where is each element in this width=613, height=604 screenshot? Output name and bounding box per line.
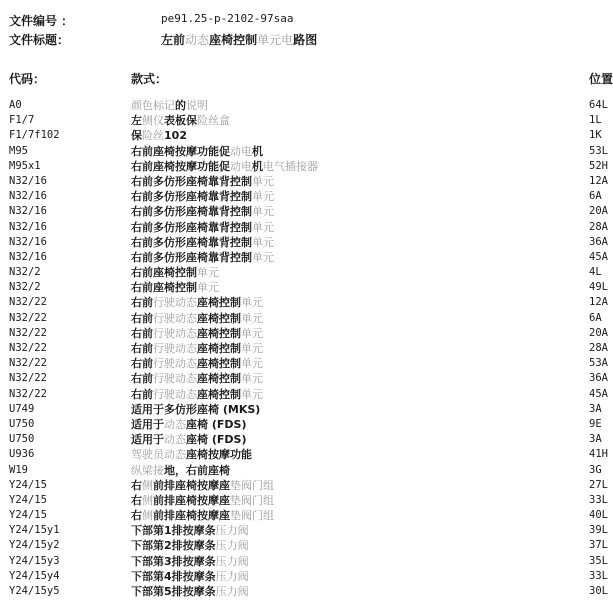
description-cell: 右前多仿形座椅靠背控制单元 <box>131 205 274 219</box>
position-cell: 36A <box>589 235 608 248</box>
column-header-desc: 款式： <box>131 72 168 86</box>
position-cell: 27L <box>589 478 608 491</box>
doc-title-value: 左前动态座椅控制单元电路图 <box>161 33 318 47</box>
position-cell: 53A <box>589 357 608 370</box>
description-cell: 右前多仿形座椅靠背控制单元 <box>131 220 274 234</box>
code-cell: N32/22 <box>9 372 47 385</box>
description-cell: 适用于多仿形座椅 (MKS) <box>131 402 261 416</box>
code-cell: Y24/15y3 <box>9 554 60 567</box>
position-cell: 28A <box>589 220 608 233</box>
description-cell: 右前座椅控制单元 <box>131 281 219 295</box>
description-cell: 驾驶员动态座椅按摩功能 <box>131 448 252 462</box>
code-cell: N32/16 <box>9 174 47 187</box>
position-cell: 39L <box>589 524 608 537</box>
position-cell: 49L <box>589 281 608 294</box>
column-header-pos: 位置 <box>589 72 613 86</box>
position-cell: 1L <box>589 114 602 127</box>
list-item <box>0 402 607 417</box>
list-item <box>0 478 607 493</box>
list-item <box>0 463 607 478</box>
list-item <box>0 220 607 235</box>
code-cell: M95 <box>9 144 28 157</box>
list-item <box>0 447 607 462</box>
position-cell: 12A <box>589 174 608 187</box>
code-cell: Y24/15y4 <box>9 569 60 582</box>
code-cell: Y24/15y1 <box>9 524 60 537</box>
position-cell: 3A <box>589 402 602 415</box>
code-cell: N32/16 <box>9 205 47 218</box>
position-cell: 6A <box>589 311 602 324</box>
description-cell: 纵梁接地，右前座椅 <box>131 463 230 477</box>
list-item <box>0 356 607 371</box>
code-cell: W19 <box>9 463 28 476</box>
position-cell: 37L <box>589 539 608 552</box>
list-item <box>0 144 607 159</box>
description-cell: 下部第2排按摩条压力阀 <box>131 539 249 553</box>
code-cell: Y24/15y2 <box>9 539 60 552</box>
description-cell: 右前行驶动态座椅控制单元 <box>131 372 263 386</box>
position-cell: 12A <box>589 296 608 309</box>
list-item <box>0 523 607 538</box>
list-item <box>0 371 607 386</box>
list-item <box>0 538 607 553</box>
list-item <box>0 159 607 174</box>
code-cell: N32/22 <box>9 311 47 324</box>
list-item <box>0 265 607 280</box>
position-cell: 20A <box>589 326 608 339</box>
position-cell: 35L <box>589 554 608 567</box>
position-cell: 33L <box>589 493 608 506</box>
description-cell: 右前行驶动态座椅控制单元 <box>131 387 263 401</box>
code-cell: N32/22 <box>9 296 47 309</box>
list-item <box>0 189 607 204</box>
position-cell: 20A <box>589 205 608 218</box>
description-cell: 右侧前排座椅按摩座垫阀门组 <box>131 509 274 523</box>
list-item <box>0 508 607 523</box>
description-cell: 右前多仿形座椅靠背控制单元 <box>131 250 274 264</box>
code-cell: Y24/15y5 <box>9 585 60 597</box>
description-cell: 右前多仿形座椅靠背控制单元 <box>131 190 274 204</box>
list-item <box>0 174 607 189</box>
code-cell: N32/16 <box>9 235 47 248</box>
list-item <box>0 569 607 584</box>
description-cell: 下部第1排按摩条压力阀 <box>131 524 249 538</box>
list-item <box>0 341 607 356</box>
list-item <box>0 204 607 219</box>
list-item <box>0 326 607 341</box>
list-item <box>0 128 607 143</box>
code-cell: N32/2 <box>9 281 41 294</box>
code-cell: Y24/15 <box>9 509 47 522</box>
code-cell: N32/22 <box>9 387 47 400</box>
column-header-code: 代码： <box>9 72 46 86</box>
description-cell: 右前行驶动态座椅控制单元 <box>131 342 263 355</box>
list-item <box>0 554 607 569</box>
code-cell: F1/7f102 <box>9 129 60 142</box>
position-cell: 52H <box>589 159 608 172</box>
description-cell: 右前座椅按摩功能促动电机 <box>131 144 263 158</box>
position-cell: 30L <box>589 585 608 597</box>
description-cell: 左侧仪表板保险丝盒 <box>131 114 230 128</box>
doc-number-value: pe91.25-p-2102-97saa <box>161 12 294 25</box>
description-cell: 右侧前排座椅按摩座垫阀门组 <box>131 478 274 492</box>
description-cell: 右前座椅按摩功能促动电机电气插接器 <box>131 159 318 173</box>
position-cell: 40L <box>589 509 608 522</box>
code-cell: N32/22 <box>9 342 47 354</box>
list-item <box>0 584 607 599</box>
code-cell: U749 <box>9 402 35 415</box>
code-cell: Y24/15 <box>9 493 47 506</box>
code-cell: U936 <box>9 448 35 461</box>
description-cell: 下部第5排按摩条压力阀 <box>131 585 249 598</box>
description-cell: 右前行驶动态座椅控制单元 <box>131 296 263 310</box>
description-cell: 下部第4排按摩条压力阀 <box>131 569 249 583</box>
position-cell: 4L <box>589 266 602 279</box>
list-item <box>0 295 607 310</box>
description-cell: 右前行驶动态座椅控制单元 <box>131 311 263 325</box>
code-cell: M95x1 <box>9 159 41 172</box>
position-cell: 36A <box>589 372 608 385</box>
position-cell: 28A <box>589 342 608 354</box>
list-item <box>0 280 607 295</box>
position-cell: 6A <box>589 190 602 203</box>
position-cell: 41H <box>589 448 608 461</box>
code-cell: F1/7 <box>9 114 35 127</box>
list-item <box>0 493 607 508</box>
position-cell: 45A <box>589 250 608 263</box>
code-cell: N32/22 <box>9 326 47 339</box>
list-item <box>0 113 607 128</box>
position-cell: 3A <box>589 433 602 446</box>
list-item <box>0 311 607 326</box>
position-cell: 33L <box>589 569 608 582</box>
position-cell: 1K <box>589 129 602 142</box>
code-cell: N32/22 <box>9 357 47 370</box>
code-cell: N32/16 <box>9 220 47 233</box>
description-cell: 下部第3排按摩条压力阀 <box>131 554 249 568</box>
list-item <box>0 432 607 447</box>
doc-title-label: 文件标题： <box>9 33 70 47</box>
code-cell: Y24/15 <box>9 478 47 491</box>
description-cell: 右前多仿形座椅靠背控制单元 <box>131 174 274 188</box>
code-cell: A0 <box>9 99 22 111</box>
list-item <box>0 387 607 402</box>
code-cell: U750 <box>9 433 35 446</box>
description-cell: 适用于动态座椅 (FDS) <box>131 417 247 431</box>
list-item <box>0 417 607 432</box>
description-cell: 适用于动态座椅 (FDS) <box>131 433 247 447</box>
component-list <box>0 98 607 599</box>
code-cell: N32/16 <box>9 250 47 263</box>
code-cell: N32/2 <box>9 266 41 279</box>
position-cell: 53L <box>589 144 608 157</box>
code-cell: N32/16 <box>9 190 47 203</box>
description-cell: 右前行驶动态座椅控制单元 <box>131 326 263 340</box>
description-cell: 右前多仿形座椅靠背控制单元 <box>131 235 274 249</box>
description-cell: 右前行驶动态座椅控制单元 <box>131 357 263 371</box>
description-cell: 颜色标记的说明 <box>131 99 208 112</box>
description-cell: 保险丝102 <box>131 129 187 143</box>
position-cell: 45A <box>589 387 608 400</box>
position-cell: 64L <box>589 99 608 111</box>
description-cell: 右前座椅控制单元 <box>131 266 219 280</box>
list-item <box>0 250 607 265</box>
position-cell: 3G <box>589 463 602 476</box>
list-item <box>0 235 607 250</box>
position-cell: 9E <box>589 417 602 430</box>
description-cell: 右侧前排座椅按摩座垫阀门组 <box>131 493 274 507</box>
list-item <box>0 98 607 113</box>
code-cell: U750 <box>9 417 35 430</box>
doc-number-label: 文件编号 ： <box>9 14 74 28</box>
